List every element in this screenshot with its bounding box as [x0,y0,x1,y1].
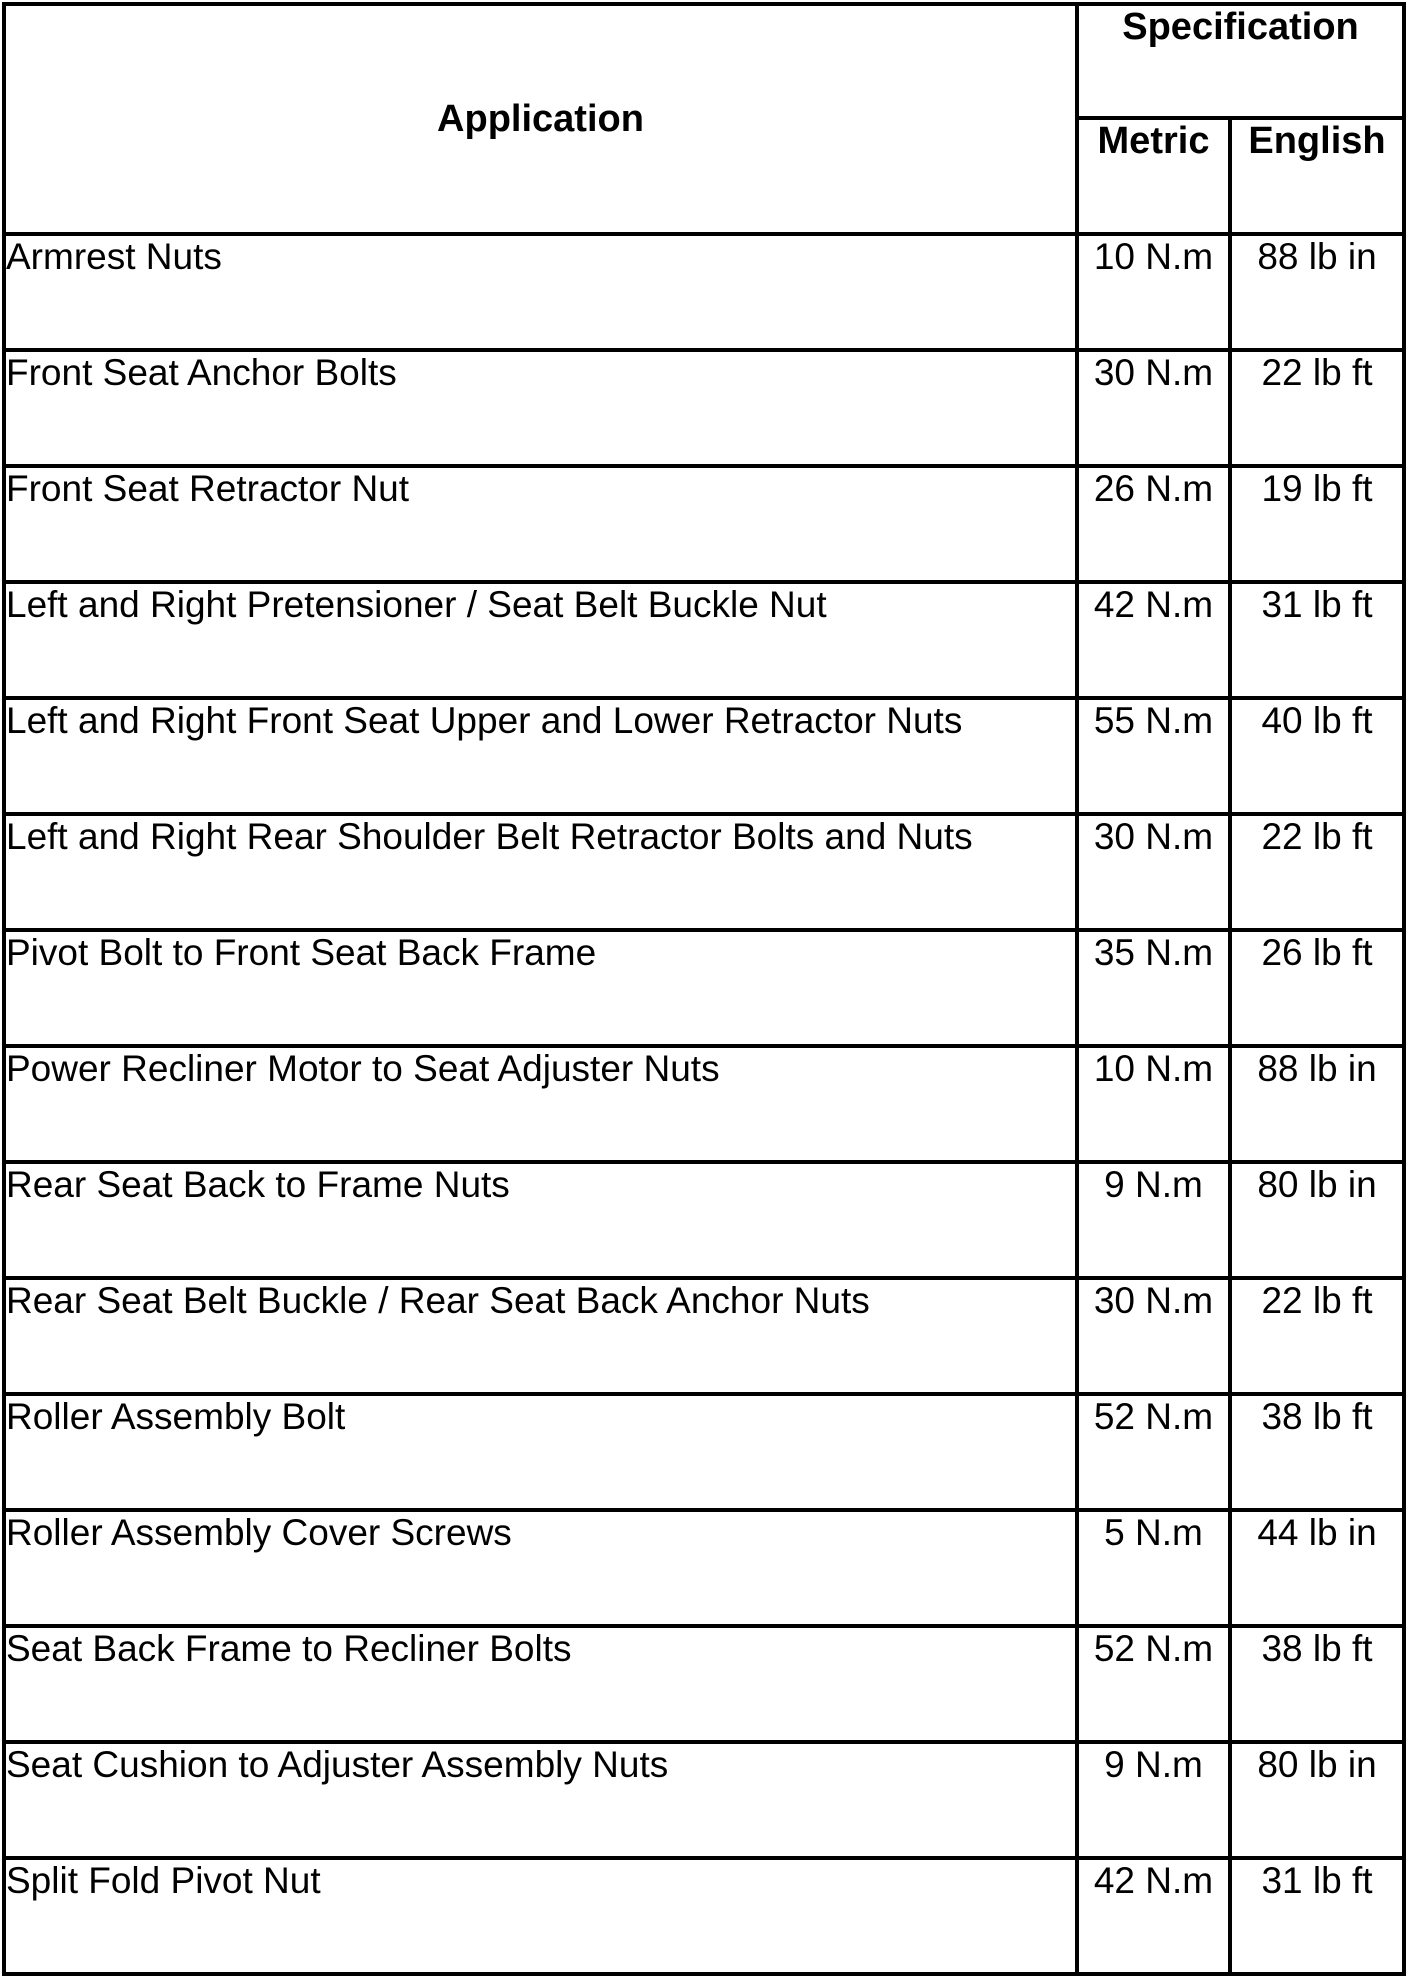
metric-cell: 9 N.m [1077,1162,1230,1278]
english-cell: 88 lb in [1230,1046,1404,1162]
metric-cell: 35 N.m [1077,930,1230,1046]
application-cell: Seat Cushion to Adjuster Assembly Nuts [4,1742,1077,1858]
english-cell: 22 lb ft [1230,814,1404,930]
metric-cell: 30 N.m [1077,1278,1230,1394]
table-row [4,1742,1404,1858]
application-cell: Left and Right Rear Shoulder Belt Retractor Bolts and Nuts [4,814,1077,930]
english-cell: 26 lb ft [1230,930,1404,1046]
table-row [4,466,1404,582]
metric-cell: 52 N.m [1077,1626,1230,1742]
application-cell: Left and Right Front Seat Upper and Lower Retractor Nuts [4,698,1077,814]
english-cell: 22 lb ft [1230,350,1404,466]
english-cell: 31 lb ft [1230,1858,1404,1974]
table-row [4,1046,1404,1162]
application-cell: Pivot Bolt to Front Seat Back Frame [4,930,1077,1046]
header-row-top [4,4,1404,118]
application-cell: Front Seat Anchor Bolts [4,350,1077,466]
metric-cell: 42 N.m [1077,1858,1230,1974]
table-row [4,582,1404,698]
english-cell: 38 lb ft [1230,1626,1404,1742]
table-row [4,1278,1404,1394]
table-row [4,1858,1404,1974]
application-cell: Roller Assembly Cover Screws [4,1510,1077,1626]
table-row [4,1626,1404,1742]
application-cell: Roller Assembly Bolt [4,1394,1077,1510]
english-cell: 19 lb ft [1230,466,1404,582]
english-cell: 40 lb ft [1230,698,1404,814]
metric-column-header: Metric [1077,118,1230,234]
metric-cell: 55 N.m [1077,698,1230,814]
metric-cell: 9 N.m [1077,1742,1230,1858]
table-row [4,698,1404,814]
english-column-header: English [1230,118,1404,234]
application-cell: Rear Seat Belt Buckle / Rear Seat Back Anchor Nuts [4,1278,1077,1394]
metric-cell: 26 N.m [1077,466,1230,582]
application-column-header: Application [4,4,1077,234]
fastener-specification-table [2,2,1406,1976]
specification-column-header: Specification [1077,4,1404,118]
table-row [4,814,1404,930]
application-cell: Seat Back Frame to Recliner Bolts [4,1626,1077,1742]
application-cell: Front Seat Retractor Nut [4,466,1077,582]
english-cell: 80 lb in [1230,1742,1404,1858]
english-cell: 38 lb ft [1230,1394,1404,1510]
table-row [4,350,1404,466]
application-cell: Rear Seat Back to Frame Nuts [4,1162,1077,1278]
english-cell: 88 lb in [1230,234,1404,350]
application-cell: Armrest Nuts [4,234,1077,350]
application-cell: Split Fold Pivot Nut [4,1858,1077,1974]
table-row [4,1162,1404,1278]
metric-cell: 30 N.m [1077,814,1230,930]
table-body [4,234,1404,1974]
metric-cell: 42 N.m [1077,582,1230,698]
table-row [4,1510,1404,1626]
english-cell: 22 lb ft [1230,1278,1404,1394]
table-row [4,1394,1404,1510]
english-cell: 31 lb ft [1230,582,1404,698]
english-cell: 80 lb in [1230,1162,1404,1278]
table-row [4,930,1404,1046]
metric-cell: 5 N.m [1077,1510,1230,1626]
metric-cell: 10 N.m [1077,1046,1230,1162]
application-cell: Left and Right Pretensioner / Seat Belt Buckle Nut [4,582,1077,698]
application-cell: Power Recliner Motor to Seat Adjuster Nuts [4,1046,1077,1162]
metric-cell: 30 N.m [1077,350,1230,466]
table-header [4,4,1404,234]
metric-cell: 10 N.m [1077,234,1230,350]
english-cell: 44 lb in [1230,1510,1404,1626]
table-row [4,234,1404,350]
metric-cell: 52 N.m [1077,1394,1230,1510]
